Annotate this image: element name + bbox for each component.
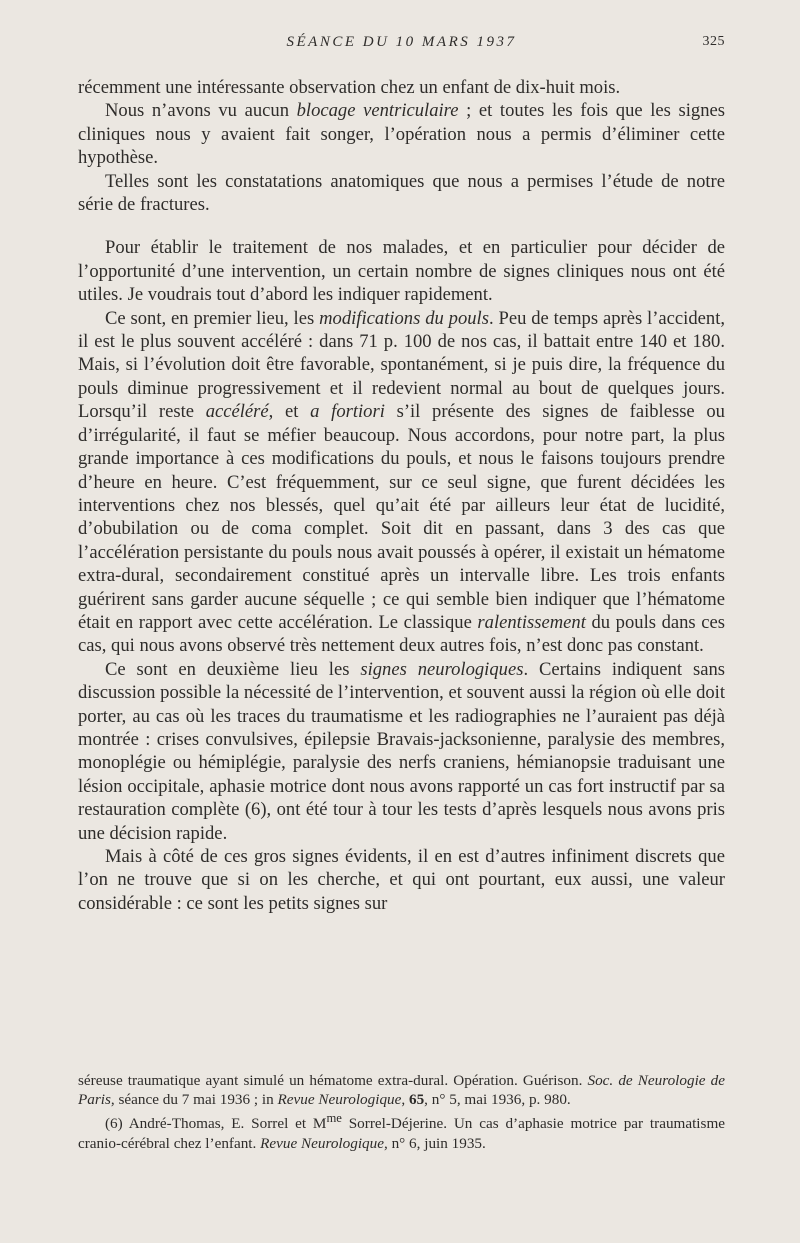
- page-header: [78, 34, 725, 58]
- paragraph-blocage: Nous n’avons vu aucun blocage ventriculaire ; et toutes les fois que les signes cliniques nous y avaient fait songer, l’opération nous a permis d’éliminer cette hypothèse.: [78, 100, 726, 169]
- paragraph-petits-signes: Mais à côté de ces gros signes évidents, il en est d’autres infiniment discrets que l’on ne trouve que si on les cherche, et qui ont pourtant, eux aussi, une valeur considérable : ce sont les petits signes sur: [78, 846, 725, 914]
- paragraph-traitement: Pour établir le traitement de nos malades, et en particulier pour décider de l’opportunité d’une intervention, un certain nombre de signes cliniques nous ont été utiles. Je voudrais tout d’abord les indiquer rapidement.: [78, 237, 725, 306]
- paragraph-constatations: Telles sont les constatations anatomiques que nous a permises l’étude de notre série de fractures.: [78, 170, 725, 216]
- running-head: SÉANCE DU 10 MARS 1937: [286, 34, 517, 50]
- body-text: [78, 76, 725, 915]
- footnotes: [78, 1071, 725, 1153]
- footnote-continuation: séreuse traumatique ayant simulé un hématome extra-dural. Opération. Guérison. Soc. de Neurologie de Paris, séance du 7 mai 1936 ; in Revue Neurologique, 65, n° 5, mai 1936, p. 980.: [78, 1072, 725, 1109]
- paragraph-pouls: Ce sont, en premier lieu, les modifications du pouls. Peu de temps après l’accident, il est le plus souvent accéléré : dans 71 p. 100 de nos cas, il battait entre 140 et 180. Mais, si l’évolution doit être favorable, spontanément, si je puis dire, la fréquence du pouls diminue progressivement et il redevient normal au bout de quelques jours. Lorsqu’il reste accéléré, et a fortiori s’il présente des signes de faiblesse ou d’irrégularité, il faut se méfier beaucoup. Nous accordons, pour notre part, la plus grande importance à ces modifications du pouls, et nous le faisons toujours prendre d’heure en heure. C’est fréquemment, sur ce seul signe, que furent décidées les interventions chez nos blessés, quel qu’ait été par ailleurs leur état de lucidité, d’obubilation ou de coma complet. Soit dit en passant, dans 3 des cas que l’accélération persistante du pouls nous avait poussés à opérer, il existait un hématome extra-dural, secondairement constitué après un intervalle libre. Les trois enfants guérirent sans garder aucune séquelle ; ce qui semble bien indiquer que l’hématome était en rapport avec cette accélération. Le classique ralentissement du pouls dans ces cas, qui nous avons observé très nettement deux autres fois, n’est donc pas constant.: [78, 307, 726, 657]
- footnote-6: (6) André-Thomas, E. Sorrel et $M^{me}$ Sorrel-Déjerine. Un cas d’aphasie motrice par traumatisme cranio-cérébral chez l’enfant. Revue Neurologique, n° 6, juin 1935.: [78, 1111, 725, 1152]
- paragraph-continuation: récemment une intéressante observation chez un enfant de dix-huit mois.: [78, 77, 621, 98]
- page-number: 325: [702, 34, 725, 49]
- paragraph-signes-neurologiques: Ce sont en deuxième lieu les signes neurologiques. Certains indiquent sans discussion possible la nécessité de l’intervention, et souvent aussi la région où elle doit porter, au cas où les traces du traumatisme et les radiographies ne l’auraient pas déjà montrée : crises convulsives, épilepsie Bravais-jacksonienne, paralysie des membres, monoplégie ou hémiplégie, paralysie des nerfs craniens, hémianopsie traduisant une lésion occipitale, aphasie motrice dont nous avons rapporté un cas fort instructif par sa restauration complète (6), ont été tour à tour les tests d’après lesquels nous avons pris une décision rapide.: [78, 658, 725, 844]
